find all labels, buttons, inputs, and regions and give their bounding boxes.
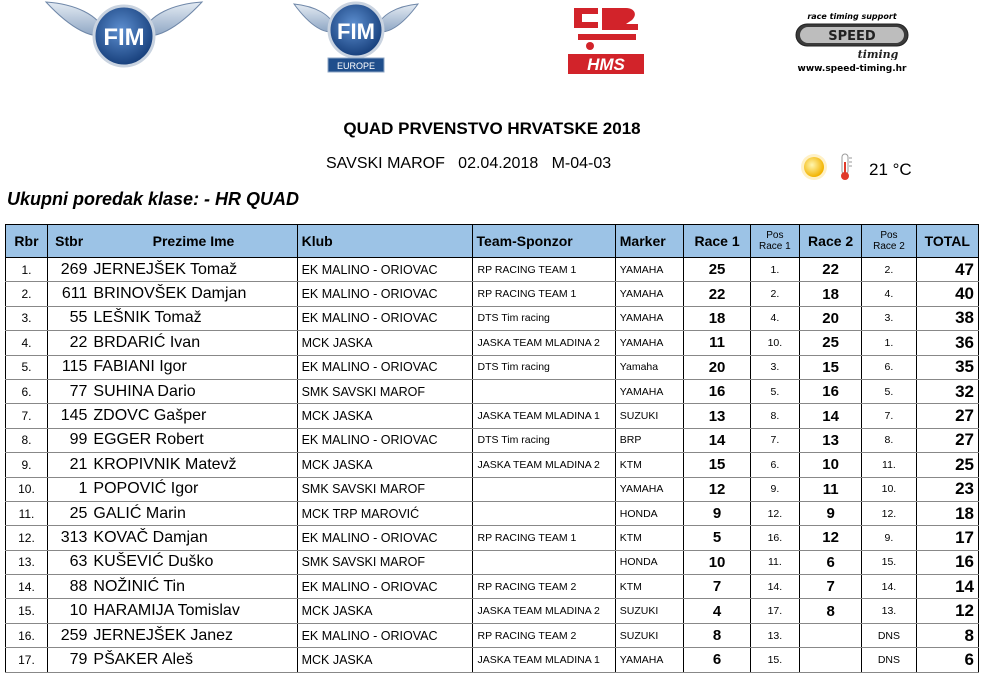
- header-team: Team-Sponzor: [472, 225, 615, 258]
- marker: SUZUKI: [615, 599, 684, 623]
- race2-points: 10: [799, 453, 861, 477]
- marker: YAMAHA: [615, 258, 684, 282]
- race1-position: 17.: [750, 599, 799, 623]
- team-sponsor: RP RACING TEAM 2: [472, 575, 615, 599]
- marker: YAMAHA: [615, 477, 684, 501]
- race2-position: 11.: [862, 453, 916, 477]
- race2-points: 14: [799, 404, 861, 428]
- total-points: 40: [916, 282, 978, 306]
- header-name: Prezime Ime: [90, 225, 297, 258]
- race1-position: 16.: [750, 526, 799, 550]
- rider-name: JERNEJŠEK Tomaž: [90, 258, 297, 282]
- table-row: [6, 575, 979, 599]
- total-points: 27: [916, 428, 978, 452]
- header-marker: Marker: [615, 225, 684, 258]
- club: MCK JASKA: [297, 331, 472, 355]
- club: EK MALINO - ORIOVAC: [297, 306, 472, 330]
- race1-points: 12: [684, 477, 751, 501]
- rider-rank: 15.: [6, 599, 48, 623]
- race2-position: 6.: [862, 355, 916, 379]
- total-points: 32: [916, 379, 978, 403]
- table-row: [6, 501, 979, 525]
- rider-name: LEŠNIK Tomaž: [90, 306, 297, 330]
- start-number: 88: [47, 575, 90, 599]
- start-number: 269: [47, 258, 90, 282]
- start-number: 10: [47, 599, 90, 623]
- club: SMK SAVSKI MAROF: [297, 550, 472, 574]
- header-pos-race1: [750, 225, 799, 258]
- total-points: 25: [916, 453, 978, 477]
- speed-timing-url: www.speed-timing.hr: [797, 64, 907, 74]
- race1-points: 13: [684, 404, 751, 428]
- table-row: [6, 331, 979, 355]
- race2-position: 3.: [862, 306, 916, 330]
- race2-points: 11: [799, 477, 861, 501]
- club: SMK SAVSKI MAROF: [297, 379, 472, 403]
- race1-points: 20: [684, 355, 751, 379]
- speed-timing-logo: [778, 0, 926, 74]
- race1-position: 8.: [750, 404, 799, 428]
- race1-position: 5.: [750, 379, 799, 403]
- race2-position: 2.: [862, 258, 916, 282]
- race2-position: 1.: [862, 331, 916, 355]
- table-row: [6, 453, 979, 477]
- club: MCK JASKA: [297, 599, 472, 623]
- rider-name: KOVAČ Damjan: [90, 526, 297, 550]
- marker: KTM: [615, 575, 684, 599]
- total-points: 8: [916, 623, 978, 647]
- club: EK MALINO - ORIOVAC: [297, 258, 472, 282]
- race1-points: 4: [684, 599, 751, 623]
- rider-rank: 3.: [6, 306, 48, 330]
- start-number: 55: [47, 306, 90, 330]
- race2-points: [799, 623, 861, 647]
- table-row: [6, 526, 979, 550]
- race2-position: 4.: [862, 282, 916, 306]
- race1-points: 25: [684, 258, 751, 282]
- table-row: [6, 258, 979, 282]
- total-points: 36: [916, 331, 978, 355]
- race2-position: 5.: [862, 379, 916, 403]
- total-points: 27: [916, 404, 978, 428]
- total-points: 35: [916, 355, 978, 379]
- temperature: 21 °C: [869, 160, 912, 179]
- fim-europe-label: EUROPE: [336, 61, 376, 71]
- total-points: 47: [916, 258, 978, 282]
- race2-position: DNS: [862, 648, 916, 672]
- race1-points: 15: [684, 453, 751, 477]
- table-row: [6, 428, 979, 452]
- hms-logo-text: HMS: [587, 55, 625, 74]
- marker: YAMAHA: [615, 282, 684, 306]
- header-pos-race2-top: Pos: [880, 230, 898, 241]
- start-number: 21: [47, 453, 90, 477]
- header-rbr: Rbr: [6, 225, 48, 258]
- rider-name: HARAMIJA Tomislav: [90, 599, 297, 623]
- race2-points: 8: [799, 599, 861, 623]
- race2-points: 20: [799, 306, 861, 330]
- race2-position: 12.: [862, 501, 916, 525]
- race2-position: 9.: [862, 526, 916, 550]
- weather-info: [800, 152, 940, 182]
- club: MCK JASKA: [297, 453, 472, 477]
- marker: HONDA: [615, 550, 684, 574]
- header-stbr: Stbr: [47, 225, 90, 258]
- class-standings-title: Ukupni poredak klase: - HR QUAD: [7, 189, 300, 209]
- marker: KTM: [615, 453, 684, 477]
- race1-position: 6.: [750, 453, 799, 477]
- club: MCK JASKA: [297, 404, 472, 428]
- team-sponsor: JASKA TEAM MLADINA 1: [472, 404, 615, 428]
- marker: YAMAHA: [615, 306, 684, 330]
- race2-position: 10.: [862, 477, 916, 501]
- rider-name: KROPIVNIK Matevž: [90, 453, 297, 477]
- race2-position: 8.: [862, 428, 916, 452]
- speed-timing-tagline: race timing support: [807, 12, 897, 21]
- race2-position: 13.: [862, 599, 916, 623]
- start-number: 115: [47, 355, 90, 379]
- race1-position: 7.: [750, 428, 799, 452]
- total-points: 12: [916, 599, 978, 623]
- race2-points: 25: [799, 331, 861, 355]
- race2-points: 6: [799, 550, 861, 574]
- race1-position: 1.: [750, 258, 799, 282]
- table-row: [6, 550, 979, 574]
- rider-name: POPOVIĆ Igor: [90, 477, 297, 501]
- race1-points: 9: [684, 501, 751, 525]
- rider-rank: 13.: [6, 550, 48, 574]
- sun-thermometer-icon: [800, 152, 864, 182]
- marker: YAMAHA: [615, 331, 684, 355]
- table-row: [6, 355, 979, 379]
- start-number: 77: [47, 379, 90, 403]
- race1-position: 13.: [750, 623, 799, 647]
- table-header-row: [6, 225, 979, 258]
- team-sponsor: RP RACING TEAM 1: [472, 258, 615, 282]
- fim-europe-logo: [292, 0, 420, 74]
- rider-rank: 4.: [6, 331, 48, 355]
- race1-points: 11: [684, 331, 751, 355]
- rider-name: EGGER Robert: [90, 428, 297, 452]
- start-number: 99: [47, 428, 90, 452]
- race1-position: 3.: [750, 355, 799, 379]
- total-points: 14: [916, 575, 978, 599]
- header-klub: Klub: [297, 225, 472, 258]
- race1-position: 15.: [750, 648, 799, 672]
- header-total: TOTAL: [916, 225, 978, 258]
- table-row: [6, 477, 979, 501]
- rider-name: ZDOVC Gašper: [90, 404, 297, 428]
- rider-rank: 8.: [6, 428, 48, 452]
- rider-rank: 16.: [6, 623, 48, 647]
- rider-rank: 10.: [6, 477, 48, 501]
- club: EK MALINO - ORIOVAC: [297, 428, 472, 452]
- start-number: 259: [47, 623, 90, 647]
- fim-europe-logo-text: FIM: [337, 19, 375, 44]
- race2-points: 7: [799, 575, 861, 599]
- total-points: 16: [916, 550, 978, 574]
- race1-position: 10.: [750, 331, 799, 355]
- club: EK MALINO - ORIOVAC: [297, 355, 472, 379]
- rider-name: GALIĆ Marin: [90, 501, 297, 525]
- race1-position: 11.: [750, 550, 799, 574]
- table-row: [6, 599, 979, 623]
- header-pos-race2-bottom: Race 2: [873, 241, 905, 252]
- rider-rank: 7.: [6, 404, 48, 428]
- marker: HONDA: [615, 501, 684, 525]
- marker: YAMAHA: [615, 379, 684, 403]
- team-sponsor: DTS Tim racing: [472, 306, 615, 330]
- race2-points: 16: [799, 379, 861, 403]
- speed-timing-word: timing: [857, 48, 899, 60]
- rider-name: NOŽINIĆ Tin: [90, 575, 297, 599]
- team-sponsor: RP RACING TEAM 1: [472, 526, 615, 550]
- rider-rank: 14.: [6, 575, 48, 599]
- total-points: 6: [916, 648, 978, 672]
- team-sponsor: [472, 550, 615, 574]
- rider-name: BRDARIĆ Ivan: [90, 331, 297, 355]
- rider-rank: 9.: [6, 453, 48, 477]
- rider-name: JERNEJŠEK Janez: [90, 623, 297, 647]
- race1-points: 7: [684, 575, 751, 599]
- team-sponsor: DTS Tim racing: [472, 428, 615, 452]
- start-number: 63: [47, 550, 90, 574]
- fim-logo: [44, 0, 204, 70]
- race1-points: 5: [684, 526, 751, 550]
- start-number: 22: [47, 331, 90, 355]
- rider-rank: 17.: [6, 648, 48, 672]
- race1-points: 16: [684, 379, 751, 403]
- total-points: 18: [916, 501, 978, 525]
- start-number: 145: [47, 404, 90, 428]
- rider-name: KUŠEVIĆ Duško: [90, 550, 297, 574]
- marker: KTM: [615, 526, 684, 550]
- race1-points: 10: [684, 550, 751, 574]
- start-number: 79: [47, 648, 90, 672]
- rider-name: BRINOVŠEK Damjan: [90, 282, 297, 306]
- table-row: [6, 648, 979, 672]
- race2-position: DNS: [862, 623, 916, 647]
- race2-points: 12: [799, 526, 861, 550]
- team-sponsor: [472, 501, 615, 525]
- rider-rank: 11.: [6, 501, 48, 525]
- results-table: [5, 224, 979, 673]
- club: EK MALINO - ORIOVAC: [297, 282, 472, 306]
- table-row: [6, 282, 979, 306]
- team-sponsor: JASKA TEAM MLADINA 2: [472, 453, 615, 477]
- team-sponsor: JASKA TEAM MLADINA 1: [472, 648, 615, 672]
- race2-points: 9: [799, 501, 861, 525]
- race2-position: 7.: [862, 404, 916, 428]
- marker: Yamaha: [615, 355, 684, 379]
- header-pos-race2: [862, 225, 916, 258]
- rider-rank: 2.: [6, 282, 48, 306]
- race1-points: 22: [684, 282, 751, 306]
- rider-rank: 1.: [6, 258, 48, 282]
- marker: SUZUKI: [615, 623, 684, 647]
- race1-position: 12.: [750, 501, 799, 525]
- rider-rank: 6.: [6, 379, 48, 403]
- start-number: 25: [47, 501, 90, 525]
- race2-points: 18: [799, 282, 861, 306]
- rider-name: SUHINA Dario: [90, 379, 297, 403]
- header-race2: Race 2: [799, 225, 861, 258]
- team-sponsor: JASKA TEAM MLADINA 2: [472, 331, 615, 355]
- rider-name: PŠAKER Aleš: [90, 648, 297, 672]
- marker: SUZUKI: [615, 404, 684, 428]
- total-points: 23: [916, 477, 978, 501]
- race1-position: 9.: [750, 477, 799, 501]
- race2-points: 13: [799, 428, 861, 452]
- table-row: [6, 306, 979, 330]
- race1-position: 14.: [750, 575, 799, 599]
- rider-name: FABIANI Igor: [90, 355, 297, 379]
- table-row: [6, 404, 979, 428]
- race2-position: 15.: [862, 550, 916, 574]
- club: SMK SAVSKI MAROF: [297, 477, 472, 501]
- race1-position: 2.: [750, 282, 799, 306]
- race1-points: 8: [684, 623, 751, 647]
- club: MCK JASKA: [297, 648, 472, 672]
- race1-points: 6: [684, 648, 751, 672]
- header-pos-race1-top: Pos: [766, 230, 784, 241]
- start-number: 1: [47, 477, 90, 501]
- speed-logo-text: SPEED: [828, 29, 876, 44]
- rider-rank: 12.: [6, 526, 48, 550]
- event-location-date: SAVSKI MAROF 02.04.2018 M-04-03: [326, 155, 612, 172]
- race2-points: 22: [799, 258, 861, 282]
- team-sponsor: DTS Tim racing: [472, 355, 615, 379]
- total-points: 38: [916, 306, 978, 330]
- logo-row: [0, 0, 984, 76]
- race1-position: 4.: [750, 306, 799, 330]
- marker: BRP: [615, 428, 684, 452]
- table-row: [6, 623, 979, 647]
- club: MCK TRP MAROVIĆ: [297, 501, 472, 525]
- club: EK MALINO - ORIOVAC: [297, 623, 472, 647]
- race2-points: 15: [799, 355, 861, 379]
- team-sponsor: RP RACING TEAM 1: [472, 282, 615, 306]
- marker: YAMAHA: [615, 648, 684, 672]
- club: EK MALINO - ORIOVAC: [297, 575, 472, 599]
- hms-logo: [568, 0, 644, 74]
- rider-rank: 5.: [6, 355, 48, 379]
- team-sponsor: JASKA TEAM MLADINA 2: [472, 599, 615, 623]
- total-points: 17: [916, 526, 978, 550]
- club: EK MALINO - ORIOVAC: [297, 526, 472, 550]
- team-sponsor: [472, 379, 615, 403]
- team-sponsor: [472, 477, 615, 501]
- race1-points: 14: [684, 428, 751, 452]
- fim-logo-text: FIM: [103, 24, 145, 51]
- table-row: [6, 379, 979, 403]
- race2-position: 14.: [862, 575, 916, 599]
- team-sponsor: RP RACING TEAM 2: [472, 623, 615, 647]
- start-number: 313: [47, 526, 90, 550]
- race1-points: 18: [684, 306, 751, 330]
- start-number: 611: [47, 282, 90, 306]
- event-title: QUAD PRVENSTVO HRVATSKE 2018: [343, 119, 641, 138]
- header-race1: Race 1: [684, 225, 751, 258]
- header-pos-race1-bottom: Race 1: [759, 241, 791, 252]
- race2-points: [799, 648, 861, 672]
